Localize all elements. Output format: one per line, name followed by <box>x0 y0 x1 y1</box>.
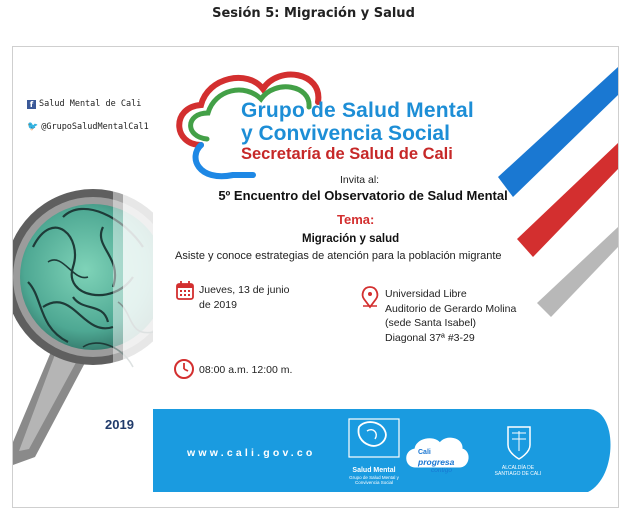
cali-logo-text3: contigo <box>431 467 452 474</box>
event-venue: Universidad Libre Auditorio de Gerardo Molina (sede Santa Isabel) Diagonal 37ª #3-29 <box>385 288 517 344</box>
cali-logo-text2: progresa <box>418 457 455 467</box>
brand-secretaria: Secretaría de Salud de Cali <box>241 145 453 163</box>
invita-label: Invita al: <box>340 174 380 186</box>
location-pin-icon <box>363 287 378 307</box>
event-time: 08:00 a.m. 12:00 m. <box>199 364 293 376</box>
salud-mental-logo-icon <box>349 419 399 457</box>
cali-logo-text1: Cali <box>418 449 431 456</box>
poster <box>153 47 618 507</box>
salud-mental-logo-subtitle: Grupo de Salud Mental y Convivencia Social <box>349 475 399 485</box>
brand-title-line1: Grupo de Salud Mental <box>241 99 474 122</box>
tema-label: Tema: <box>337 212 375 227</box>
twitter-handle[interactable]: 🐦 @GrupoSaludMentalCal1 <box>27 122 149 132</box>
calendar-icon <box>177 281 193 299</box>
facebook-icon: f <box>27 100 36 109</box>
invitation-image <box>12 46 619 508</box>
salud-mental-logo-title: Salud Mental <box>352 467 396 474</box>
website-link[interactable]: www.cali.gov.co <box>187 447 316 459</box>
tema-title: Migración y salud <box>302 233 400 245</box>
clock-icon <box>175 360 193 378</box>
year-label: 2019 <box>105 417 134 432</box>
twitter-icon: 🐦 <box>27 122 39 132</box>
event-title: 5º Encuentro del Observatorio de Salud Mental <box>218 188 508 203</box>
brand-title-line2: y Convivencia Social <box>241 122 450 145</box>
page-title: Sesión 5: Migración y Salud <box>212 6 415 21</box>
alcaldia-label2: SANTIAGO DE CALI <box>494 471 542 477</box>
magnifying-glass-icon <box>13 47 153 507</box>
event-date: Jueves, 13 de junio de 2019 <box>199 284 290 311</box>
left-panel <box>13 47 153 507</box>
facebook-handle[interactable]: f Salud Mental de Cali <box>27 99 141 109</box>
event-subtitle: Asiste y conoce estrategias de atención para la población migrante <box>175 250 502 262</box>
alcaldia-label1: ALCALDÍA DE <box>501 465 535 471</box>
